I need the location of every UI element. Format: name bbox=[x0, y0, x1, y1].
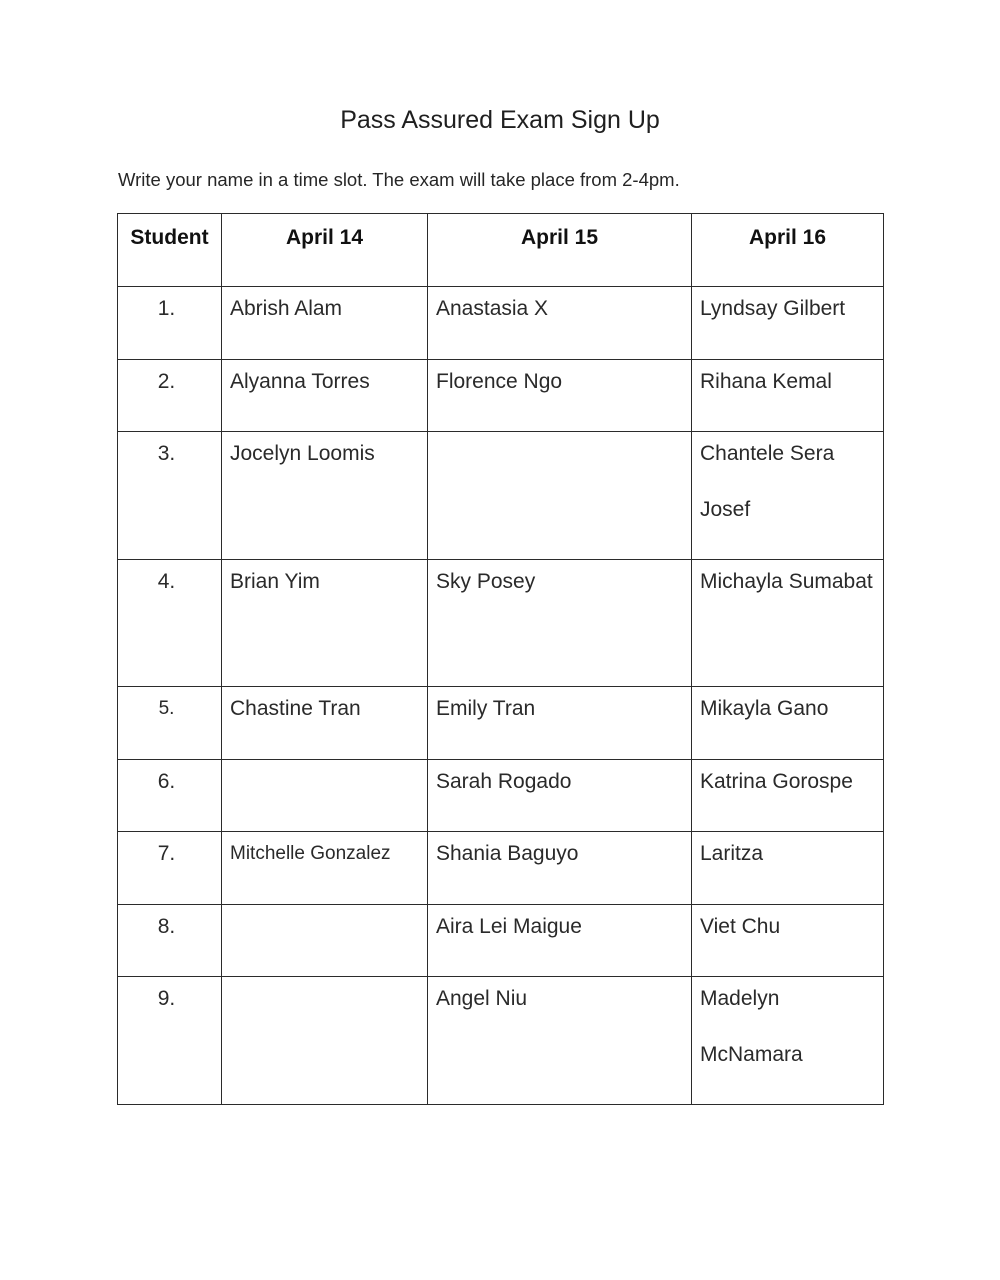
april-14-cell[interactable]: Mitchelle Gonzalez bbox=[230, 843, 391, 864]
april-14-cell[interactable]: Brian Yim bbox=[230, 569, 320, 593]
row-number: 4. bbox=[157, 569, 176, 593]
april-16-cell[interactable]: Viet Chu bbox=[700, 914, 781, 938]
table-row bbox=[118, 287, 884, 360]
instructions-text: Write your name in a time slot. The exam will take place from 2-4pm. bbox=[118, 169, 680, 190]
april-16-cell[interactable]: Michayla Sumabat bbox=[700, 569, 873, 593]
header-april-15: April 15 bbox=[428, 214, 692, 287]
header-april-14: April 14 bbox=[222, 214, 428, 287]
april-15-cell[interactable]: Florence Ngo bbox=[436, 369, 563, 393]
table-row bbox=[118, 977, 884, 1105]
april-14-cell[interactable]: Alyanna Torres bbox=[230, 369, 370, 393]
april-15-cell[interactable]: Anastasia X bbox=[436, 297, 549, 320]
page-title: Pass Assured Exam Sign Up bbox=[340, 106, 660, 134]
april-16-cell[interactable]: Mikayla Gano bbox=[700, 697, 829, 720]
table-row bbox=[118, 687, 884, 760]
signup-table bbox=[117, 213, 884, 1105]
april-16-cell[interactable]: Laritza bbox=[700, 842, 764, 865]
table-header-row bbox=[118, 214, 884, 287]
table-row bbox=[118, 359, 884, 432]
april-15-cell[interactable]: Angel Niu bbox=[436, 987, 528, 1010]
table-row bbox=[118, 832, 884, 905]
table-row bbox=[118, 559, 884, 687]
april-16-cell[interactable]: Katrina Gorospe bbox=[700, 769, 853, 793]
row-number: 1. bbox=[157, 297, 176, 320]
header-april-16: April 16 bbox=[692, 214, 884, 287]
april-15-cell[interactable]: Sarah Rogado bbox=[436, 769, 572, 793]
april-15-cell[interactable]: Sky Posey bbox=[436, 569, 536, 593]
april-15-cell[interactable]: Shania Baguyo bbox=[436, 842, 579, 865]
row-number: 3. bbox=[157, 442, 176, 465]
april-14-cell[interactable]: Jocelyn Loomis bbox=[230, 442, 375, 465]
april-14-cell[interactable]: Chastine Tran bbox=[230, 697, 361, 720]
april-16-cell[interactable]: Madelyn McNamara bbox=[700, 987, 803, 1066]
row-number: 8. bbox=[157, 914, 176, 938]
april-16-cell[interactable]: Rihana Kemal bbox=[700, 369, 832, 393]
table-row bbox=[118, 904, 884, 977]
table-row bbox=[118, 759, 884, 832]
table-row bbox=[118, 432, 884, 560]
row-number: 6. bbox=[157, 769, 176, 793]
row-number: 9. bbox=[157, 987, 176, 1010]
header-student: Student bbox=[118, 214, 222, 287]
row-number: 5. bbox=[158, 698, 175, 719]
april-15-cell[interactable]: Aira Lei Maigue bbox=[436, 914, 582, 938]
april-16-cell[interactable]: Chantele Sera Josef bbox=[700, 442, 835, 521]
april-14-cell[interactable]: Abrish Alam bbox=[230, 297, 343, 320]
april-16-cell[interactable]: Lyndsay Gilbert bbox=[700, 297, 846, 320]
april-15-cell[interactable]: Emily Tran bbox=[436, 697, 536, 720]
row-number: 7. bbox=[157, 842, 176, 865]
row-number: 2. bbox=[157, 369, 176, 393]
